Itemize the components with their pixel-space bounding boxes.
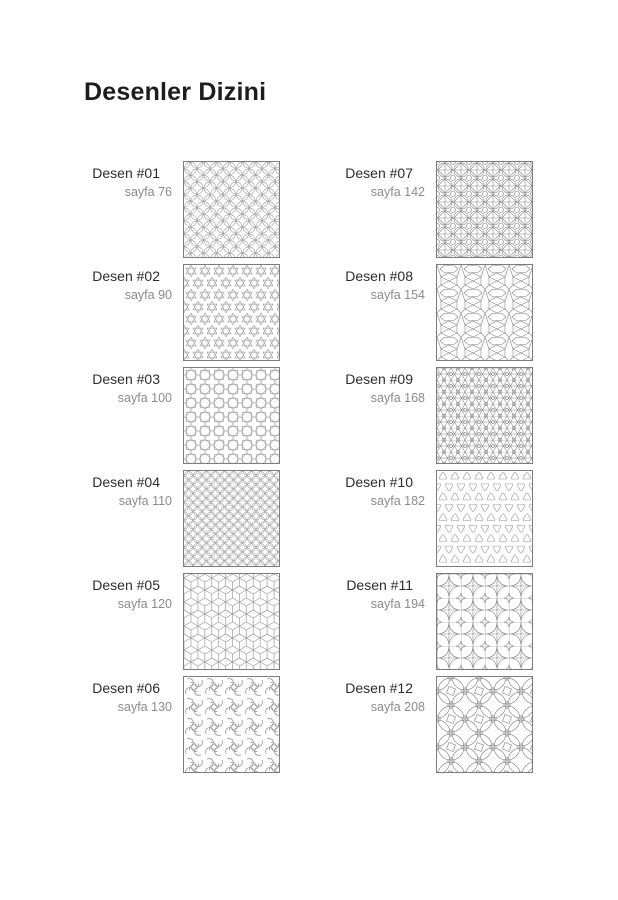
pattern-label: Desen #08 [345, 268, 413, 284]
pattern-label: Desen #12 [345, 680, 413, 696]
pattern-thumbnail-03 [183, 367, 280, 464]
pattern-page-ref: sayfa 154 [370, 288, 425, 302]
pattern-label: Desen #04 [92, 474, 160, 490]
index-entry [84, 573, 280, 670]
pattern-page-ref: sayfa 168 [370, 391, 425, 405]
pattern-thumbnail-06 [183, 676, 280, 773]
index-entry [337, 470, 533, 567]
pattern-label: Desen #03 [92, 371, 160, 387]
pattern-page-ref: sayfa 110 [118, 494, 172, 508]
pattern-label: Desen #10 [345, 474, 413, 490]
pattern-page-ref: sayfa 208 [370, 700, 425, 714]
pattern-label: Desen #11 [346, 577, 413, 593]
pattern-label: Desen #06 [92, 680, 160, 696]
pattern-thumbnail-10 [436, 470, 533, 567]
index-entry [84, 264, 280, 361]
pattern-label: Desen #09 [345, 371, 413, 387]
pattern-page-ref: sayfa 130 [117, 700, 172, 714]
index-entry [337, 264, 533, 361]
pattern-thumbnail-05 [183, 573, 280, 670]
index-entry [84, 676, 280, 773]
pattern-page-ref: sayfa 90 [124, 288, 172, 302]
pattern-page-ref: sayfa 182 [370, 494, 425, 508]
index-entry [337, 161, 533, 258]
index-entry [84, 161, 280, 258]
pattern-thumbnail-02 [183, 264, 280, 361]
index-entry [337, 367, 533, 464]
index-entry [84, 470, 280, 567]
index-column-left [84, 161, 280, 779]
pattern-page-ref: sayfa 100 [117, 391, 172, 405]
pattern-page-ref: sayfa 142 [370, 185, 425, 199]
index-entry [337, 676, 533, 773]
pattern-thumbnail-12 [436, 676, 533, 773]
pattern-thumbnail-01 [183, 161, 280, 258]
pattern-page-ref: sayfa 76 [124, 185, 172, 199]
index-entry [84, 367, 280, 464]
pattern-label: Desen #07 [345, 165, 413, 181]
pattern-label: Desen #02 [92, 268, 160, 284]
pattern-thumbnail-09 [436, 367, 533, 464]
pattern-label: Desen #05 [92, 577, 160, 593]
page-title: Desenler Dizini [84, 78, 267, 106]
pattern-thumbnail-04 [183, 470, 280, 567]
pattern-page-ref: sayfa 120 [117, 597, 172, 611]
index-entry [337, 573, 533, 670]
index-column-right [337, 161, 533, 779]
pattern-thumbnail-11 [436, 573, 533, 670]
pattern-thumbnail-08 [436, 264, 533, 361]
pattern-label: Desen #01 [92, 165, 160, 181]
pattern-page-ref: sayfa 194 [370, 597, 425, 611]
pattern-thumbnail-07 [436, 161, 533, 258]
